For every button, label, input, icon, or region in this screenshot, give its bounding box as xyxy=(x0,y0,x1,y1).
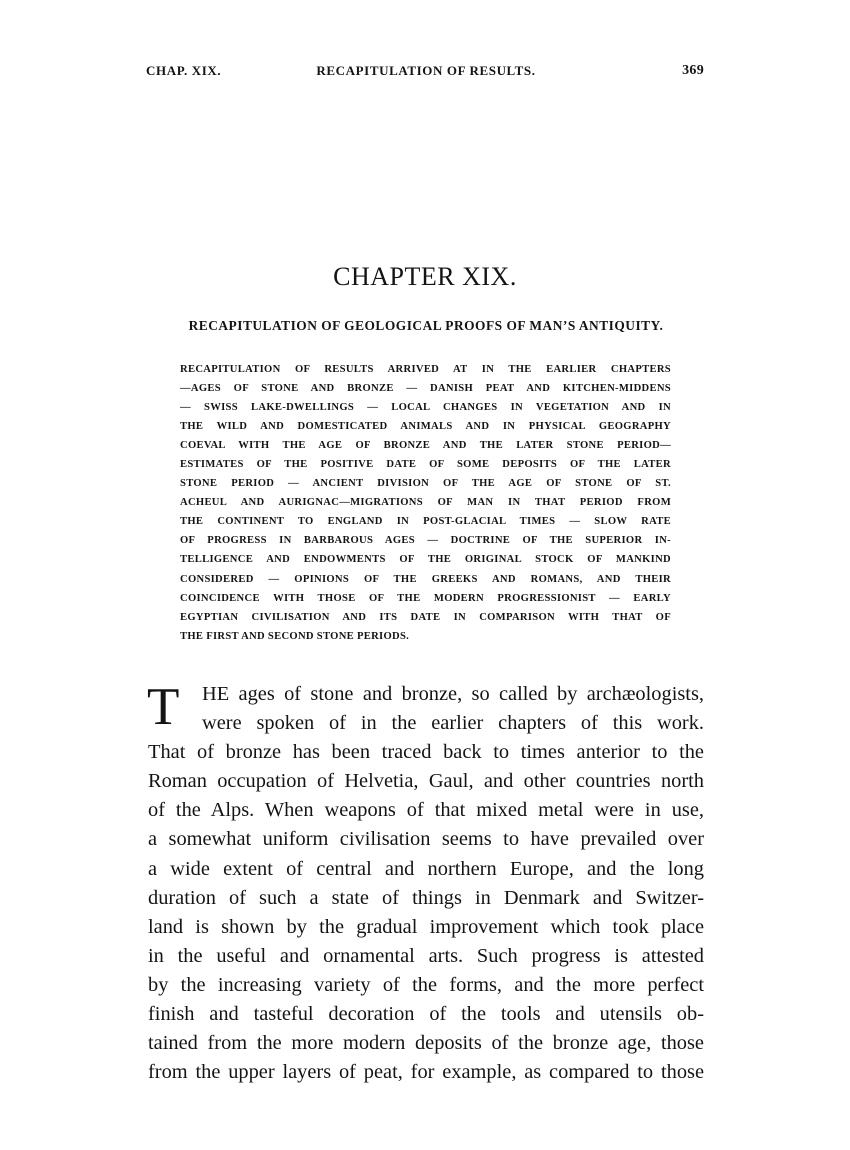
body-line: from the upper layers of peat, for example, as compared to those xyxy=(148,1061,704,1084)
page-number: 369 xyxy=(682,63,704,78)
body-text xyxy=(148,680,704,1087)
summary-line: TELLIGENCE AND ENDOWMENTS OF THE ORIGINAL STOCK OF MANKIND xyxy=(180,554,671,566)
summary-line: ESTIMATES OF THE POSITIVE DATE OF SOME DEPOSITS OF THE LATER xyxy=(180,459,671,471)
body-line: Roman occupation of Helvetia, Gaul, and other countries north xyxy=(148,770,704,793)
body-line: a somewhat uniform civilisation seems to have prevailed over xyxy=(148,828,704,851)
body-line: a wide extent of central and northern Europe, and the long xyxy=(148,857,704,880)
summary-line: —AGES OF STONE AND BRONZE — DANISH PEAT AND KITCHEN-MIDDENS xyxy=(180,383,671,395)
running-head xyxy=(146,63,706,83)
running-head-chapter: CHAP. XIX. xyxy=(146,63,222,78)
chapter-subtitle: RECAPITULATION OF GEOLOGICAL PROOFS OF MAN’S ANTIQUITY. xyxy=(188,318,664,333)
running-head-title: RECAPITULATION OF RESULTS. xyxy=(316,63,536,78)
summary-line: EGYPTIAN CIVILISATION AND ITS DATE IN COMPARISON WITH THAT OF xyxy=(180,611,671,623)
summary-line: COINCIDENCE WITH THOSE OF THE MODERN PROGRESSIONIST — EARLY xyxy=(180,592,671,604)
summary-line: OF PROGRESS IN BARBAROUS AGES — DOCTRINE OF THE SUPERIOR IN- xyxy=(180,535,671,547)
body-line: HE ages of stone and bronze, so called by archæologists, xyxy=(202,683,704,705)
summary-line: — SWISS LAKE-DWELLINGS — LOCAL CHANGES IN VEGETATION AND IN xyxy=(180,402,671,414)
summary-line: ACHEUL AND AURIGNAC—MIGRATIONS OF MAN IN THAT PERIOD FROM xyxy=(180,497,671,509)
summary-line: CONSIDERED — OPINIONS OF THE GREEKS AND ROMANS, AND THEIR xyxy=(180,573,671,585)
summary-line: THE CONTINENT TO ENGLAND IN POST-GLACIAL TIMES — SLOW RATE xyxy=(180,516,671,528)
body-line: land is shown by the gradual improvement which took place xyxy=(148,915,704,938)
body-line: That of bronze has been traced back to times anterior to the xyxy=(148,741,704,764)
body-line: were spoken of in the earlier chapters of this work. xyxy=(202,712,704,735)
body-line: duration of such a state of things in Denmark and Switzer- xyxy=(148,886,704,909)
summary-line: STONE PERIOD — ANCIENT DIVISION OF THE AGE OF STONE OF ST. xyxy=(180,478,671,490)
summary-line: RECAPITULATION OF RESULTS ARRIVED AT IN THE EARLIER CHAPTERS xyxy=(180,364,671,375)
summary-line: COEVAL WITH THE AGE OF BRONZE AND THE LATER STONE PERIOD— xyxy=(180,440,671,452)
drop-cap: T xyxy=(147,678,180,736)
summary-line: THE WILD AND DOMESTICATED ANIMALS AND IN PHYSICAL GEOGRAPHY xyxy=(180,421,671,433)
body-line: finish and tasteful decoration of the tools and utensils ob- xyxy=(148,1003,704,1026)
body-line: tained from the more modern deposits of the bronze age, those xyxy=(148,1032,704,1055)
body-line: of the Alps. When weapons of that mixed metal were in use, xyxy=(148,799,704,822)
chapter-title: CHAPTER XIX. xyxy=(333,262,517,291)
body-line: by the increasing variety of the forms, and the more perfect xyxy=(148,973,704,996)
chapter-summary xyxy=(180,360,671,646)
summary-line: THE FIRST AND SECOND STONE PERIODS. xyxy=(180,630,410,642)
body-line: in the useful and ornamental arts. Such progress is attested xyxy=(148,944,704,967)
